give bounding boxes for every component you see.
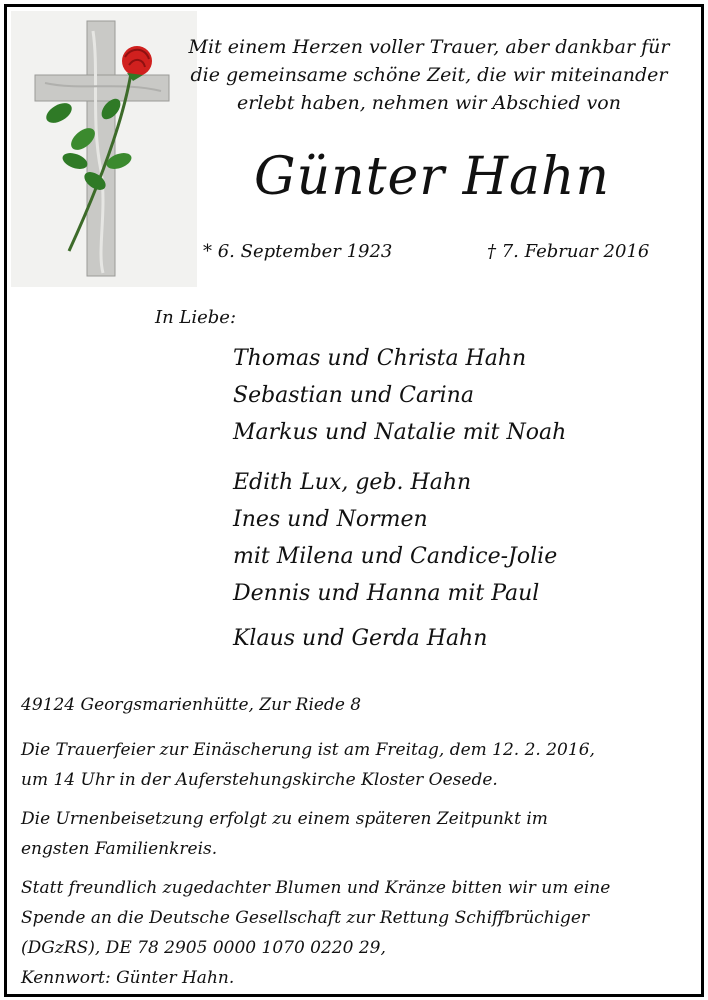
intro-line: die gemeinsame schöne Zeit, die wir miteinander bbox=[190, 64, 668, 86]
family-group-3 bbox=[233, 620, 693, 657]
intro-line: Mit einem Herzen voller Trauer, aber dankbar für bbox=[188, 36, 670, 58]
family-member: Thomas und Christa Hahn bbox=[233, 346, 527, 371]
address: 49124 Georgsmarienhütte, Zur Riede 8 bbox=[21, 695, 362, 715]
death-date: † 7. Februar 2016 bbox=[487, 241, 650, 262]
funeral-line: um 14 Uhr in der Auferstehungskirche Kloster Oesede. bbox=[21, 770, 498, 790]
donation-line: Kennwort: Günter Hahn. bbox=[21, 968, 235, 988]
donation-line: Statt freundlich zugedachter Blumen und Kränze bitten wir um eine bbox=[21, 878, 611, 898]
deceased-name: Günter Hahn bbox=[254, 147, 610, 207]
urn-info bbox=[21, 804, 695, 864]
in-love-label: In Liebe: bbox=[155, 307, 237, 328]
donation-line: Spende an die Deutsche Gesellschaft zur Rettung Schiffbrüchiger bbox=[21, 908, 590, 928]
donation-line: (DGzRS), DE 78 2905 0000 1070 0220 29, bbox=[21, 938, 386, 958]
family-member: Sebastian und Carina bbox=[233, 383, 474, 408]
cross-with-rose-icon bbox=[11, 11, 197, 287]
family-member: Edith Lux, geb. Hahn bbox=[233, 470, 472, 495]
family-member: mit Milena und Candice-Jolie bbox=[233, 544, 558, 569]
donation-info bbox=[21, 873, 695, 993]
urn-line: Die Urnenbeisetzung erfolgt zu einem späteren Zeitpunkt im bbox=[21, 809, 548, 829]
family-group-1 bbox=[233, 340, 693, 451]
family-member: Klaus und Gerda Hahn bbox=[233, 626, 488, 651]
family-member: Dennis und Hanna mit Paul bbox=[233, 581, 540, 606]
family-member: Ines und Normen bbox=[233, 507, 428, 532]
funeral-line: Die Trauerfeier zur Einäscherung ist am Freitag, dem 12. 2. 2016, bbox=[21, 740, 595, 760]
family-member: Markus und Natalie mit Noah bbox=[233, 420, 567, 445]
funeral-info bbox=[21, 735, 695, 795]
intro-line: erlebt haben, nehmen wir Abschied von bbox=[237, 92, 621, 114]
family-group-2 bbox=[233, 464, 693, 612]
birth-date: * 6. September 1923 bbox=[203, 241, 393, 262]
obituary-notice bbox=[4, 4, 704, 997]
intro-text bbox=[179, 33, 679, 117]
urn-line: engsten Familienkreis. bbox=[21, 839, 218, 859]
